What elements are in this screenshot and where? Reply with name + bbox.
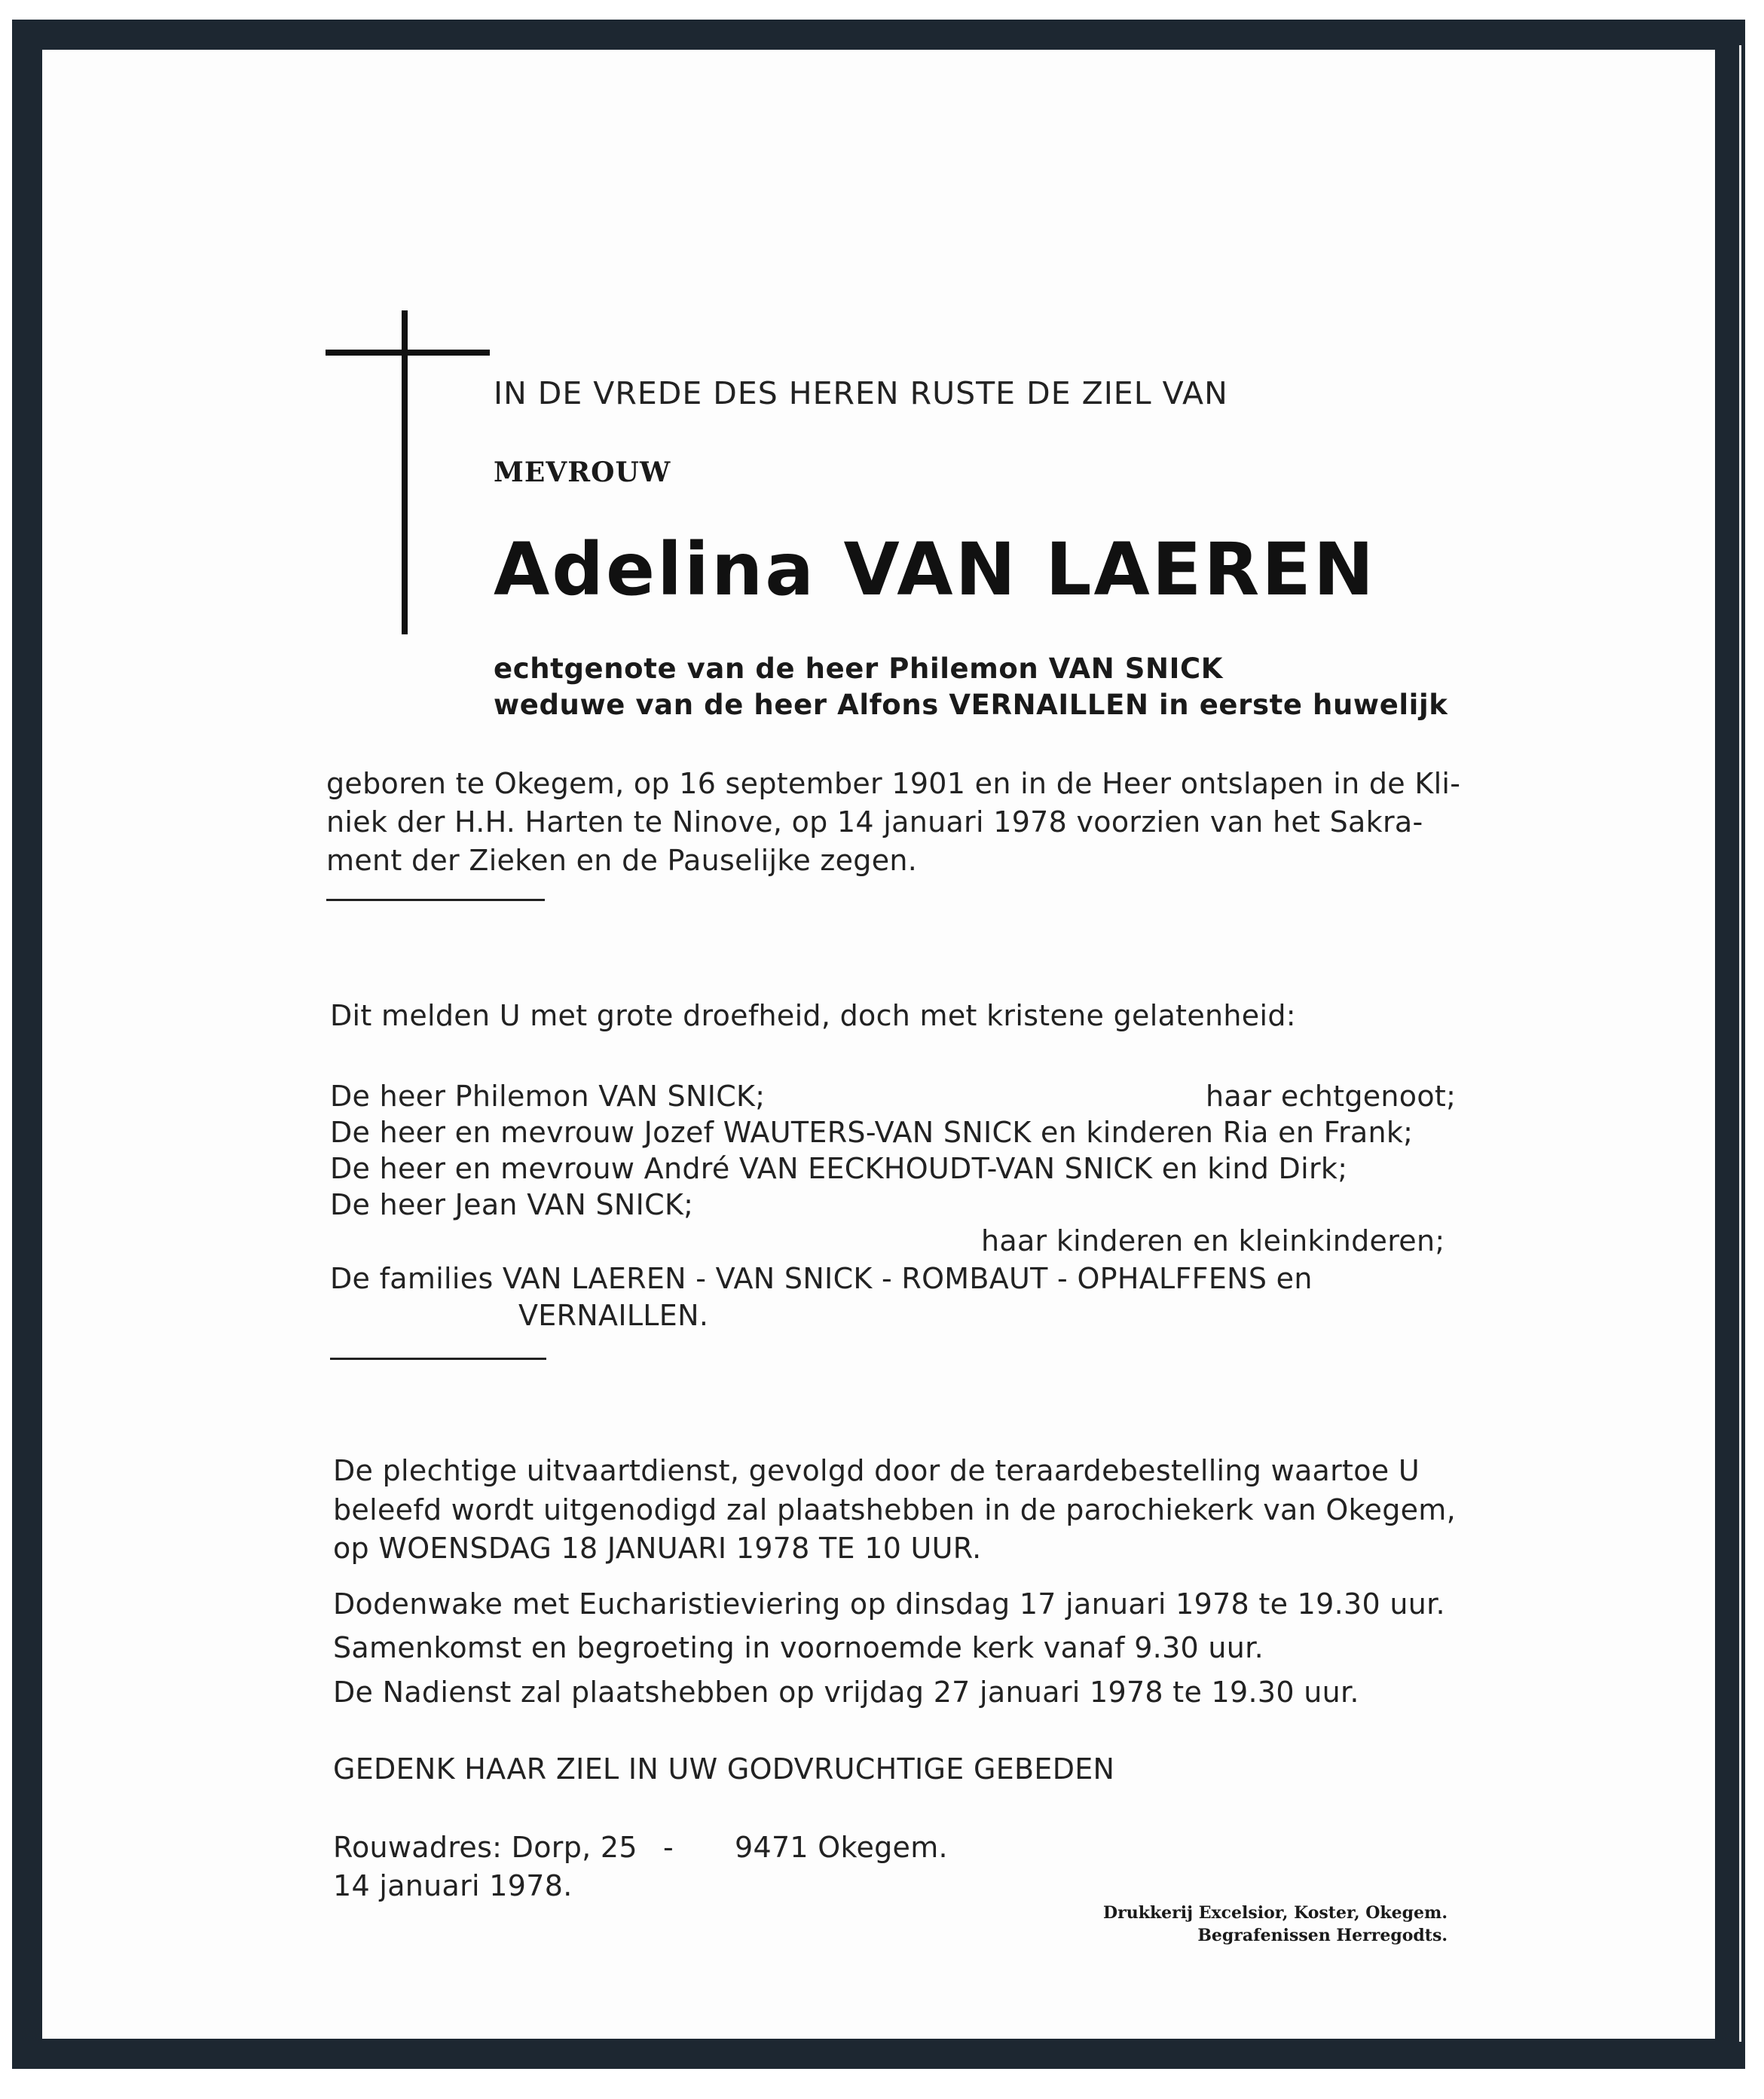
- printer-line-1: Drukkerij Excelsior, Koster, Okegem.: [1103, 1903, 1448, 1923]
- birth-line-1: geboren te Okegem, op 16 september 1901 en in de Heer ontslapen in de Kli-: [326, 767, 1461, 800]
- families-line: De families VAN LAEREN - VAN SNICK - ROMBAUT - OPHALFFENS en: [330, 1262, 1313, 1295]
- family-line-3: De heer Jean VAN SNICK;: [330, 1188, 694, 1221]
- funeral-line-3: op WOENSDAG 18 JANUARI 1978 TE 10 UUR.: [333, 1532, 982, 1565]
- family-line-1: De heer en mevrouw Jozef WAUTERS-VAN SNICK en kinderen Ria en Frank;: [330, 1116, 1414, 1149]
- address-city: 9471 Okegem.: [735, 1831, 948, 1864]
- intro-text: IN DE VREDE DES HEREN RUSTE DE ZIEL VAN: [494, 375, 1228, 411]
- deceased-name: Adelina VAN LAEREN: [494, 527, 1377, 612]
- announcement-text: Dit melden U met grote droefheid, doch met kristene gelatenheid:: [330, 999, 1296, 1032]
- separator-1: [326, 899, 545, 901]
- schedule-wake: Dodenwake met Eucharistieviering op dinsdag 17 januari 1978 te 19.30 uur.: [333, 1587, 1445, 1621]
- printer-credit: [1103, 1902, 1448, 1947]
- cross-vertical-bar: [402, 310, 408, 634]
- printer-line-2: Begrafenissen Herregodts.: [1197, 1926, 1448, 1945]
- title-word: MEVROUW: [494, 457, 671, 488]
- funeral-line-1: De plechtige uitvaartdienst, gevolgd door de teraardebestelling waartoe U: [333, 1454, 1420, 1487]
- spouse-line: echtgenote van de heer Philemon VAN SNICK: [494, 652, 1224, 685]
- family-line-2: De heer en mevrouw André VAN EECKHOUDT-VAN SNICK en kind Dirk;: [330, 1152, 1348, 1185]
- birth-line-2: niek der H.H. Harten te Ninove, op 14 januari 1978 voorzien van het Sakra-: [326, 805, 1423, 839]
- husband-role: haar echtgenoot;: [1206, 1080, 1457, 1113]
- paper-fold: [1739, 45, 1741, 2042]
- prayer-text: GEDENK HAAR ZIEL IN UW GODVRUCHTIGE GEBEDEN: [333, 1752, 1115, 1786]
- address-street: Rouwadres: Dorp, 25: [333, 1831, 637, 1864]
- funeral-line-2: beleefd wordt uitgenodigd zal plaatshebben in de parochiekerk van Okegem,: [333, 1493, 1456, 1526]
- children-role: haar kinderen en kleinkinderen;: [981, 1224, 1445, 1257]
- birth-line-3: ment der Zieken en de Pauselijke zegen.: [326, 844, 918, 877]
- schedule-nadienst: De Nadienst zal plaatshebben op vrijdag 27 januari 1978 te 19.30 uur.: [333, 1676, 1359, 1709]
- widow-line: weduwe van de heer Alfons VERNAILLEN in eerste huwelijk: [494, 689, 1448, 721]
- address-dash: -: [663, 1831, 674, 1864]
- cross-horizontal-bar: [326, 350, 490, 356]
- address-date: 14 januari 1978.: [333, 1869, 573, 1902]
- separator-2: [330, 1358, 546, 1360]
- families-continuation: VERNAILLEN.: [518, 1299, 709, 1332]
- schedule-gathering: Samenkomst en begroeting in voornoemde kerk vanaf 9.30 uur.: [333, 1631, 1264, 1664]
- family-husband: De heer Philemon VAN SNICK;: [330, 1080, 766, 1113]
